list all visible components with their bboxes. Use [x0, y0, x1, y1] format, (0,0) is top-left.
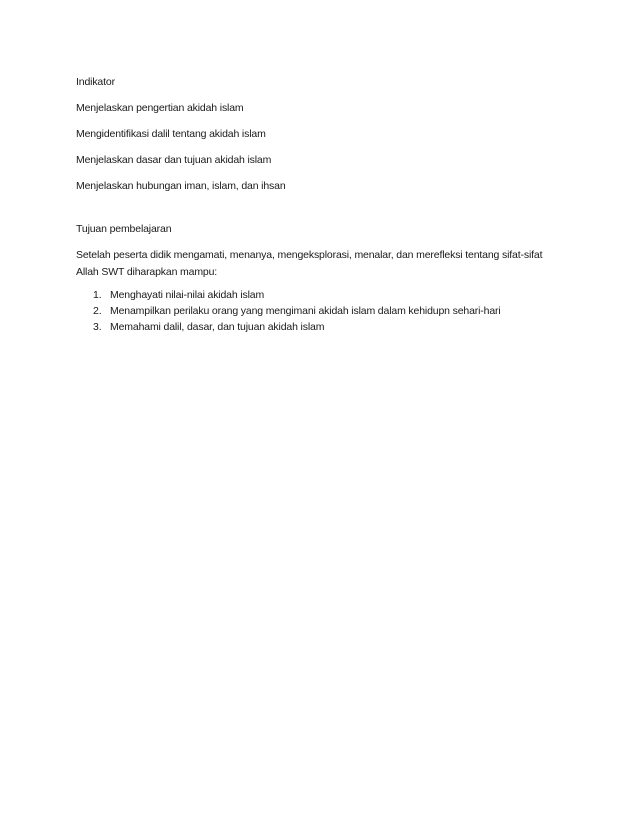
tujuan-list [76, 287, 576, 335]
tujuan-intro-line-1: Setelah peserta didik mengamati, menanya, mengeksplorasi, menalar, dan merefleksi tentang sifat-sifat [76, 249, 543, 261]
tujuan-intro-line-2: Allah SWT diharapkan mampu: [76, 266, 218, 278]
list-item-text: Memahami dalil, dasar, dan tujuan akidah islam [110, 321, 325, 333]
indikator-item: Menjelaskan hubungan iman, islam, dan ihsan [76, 180, 286, 192]
indikator-item: Menjelaskan dasar dan tujuan akidah islam [76, 154, 272, 166]
list-item-number: 3. [93, 321, 102, 333]
list-item-text: Menampilkan perilaku orang yang mengimani akidah islam dalam kehidupn sehari-hari [110, 305, 501, 317]
indikator-item: Mengidentifikasi dalil tentang akidah islam [76, 128, 266, 140]
document-body [76, 74, 576, 335]
list-item-number: 2. [93, 305, 102, 317]
list-item [76, 287, 576, 303]
list-item-number: 1. [93, 289, 102, 301]
list-item [76, 303, 576, 319]
section-spacer [76, 204, 576, 221]
tujuan-intro [76, 247, 576, 281]
list-item-text: Menghayati nilai-nilai akidah islam [110, 289, 265, 301]
indikator-heading: Indikator [76, 76, 115, 88]
indikator-item: Menjelaskan pengertian akidah islam [76, 102, 244, 114]
tujuan-heading: Tujuan pembelajaran [76, 223, 172, 235]
list-item [76, 319, 576, 335]
